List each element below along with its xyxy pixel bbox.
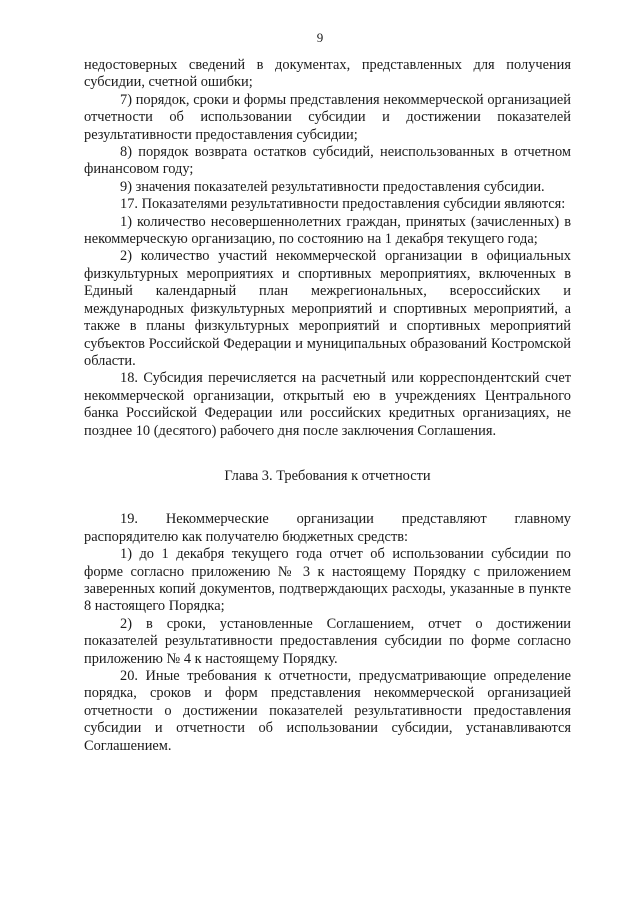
paragraph-item-7: 7) порядок, сроки и формы представления некоммерческой организацией отчетности об использовании субсидии и достижении показателей результативности предоставления субсидии;: [84, 91, 571, 143]
paragraph-item-9: 9) значения показателей результативности предоставления субсидии.: [120, 178, 545, 195]
paragraph-17: 17. Показателями результативности предоставления субсидии являются:: [120, 196, 566, 213]
document-body: [84, 57, 571, 755]
paragraph-20: 20. Иные требования к отчетности, предусматривающие определение порядка, сроков и форм представления некоммерческой организацией отчетности о достижении показателей результативности предоставления субсидии и отчетности об использовании субсидии, устанавливаются Соглашением.: [84, 668, 571, 754]
paragraph-17-item-1: 1) количество несовершеннолетних граждан, принятых (зачисленных) в некоммерческую организацию, по состоянию на 1 декабря текущего года;: [84, 213, 571, 248]
paragraph-18: 18. Субсидия перечисляется на расчетный или корреспондентский счет некоммерческой организации, открытый ею в учреждениях Центрального банка Российской Федерации или российских кредитных организациях, не позднее 10 (десятого) рабочего дня после заключения Соглашения.: [84, 370, 571, 439]
page-number: 9: [316, 30, 324, 45]
chapter-title: Глава 3. Требования к отчетности: [224, 467, 431, 484]
paragraph-19: 19. Некоммерческие организации представляют главному распорядителю как получателю бюджетных средств:: [84, 511, 571, 545]
paragraph-19-item-2: 2) в сроки, установленные Соглашением, отчет о достижении показателей результативности предоставления субсидии по форме согласно приложению № 4 к настоящему Порядку.: [84, 615, 571, 667]
paragraph-19-item-1: 1) до 1 декабря текущего года отчет об использовании субсидии по форме согласно приложению № 3 к настоящему Порядку с приложением заверенных копий документов, подтверждающих расходы, указанные в пункте 8 настоящего Порядка;: [84, 546, 571, 615]
paragraph-item-8: 8) порядок возврата остатков субсидий, неиспользованных в отчетном финансовом году;: [84, 144, 571, 178]
paragraph-continuation: недостоверных сведений в документах, представленных для получения субсидии, счетной ошибки;: [84, 57, 571, 91]
paragraph-17-item-2: 2) количество участий некоммерческой организации в официальных физкультурных мероприятиях и спортивных мероприятиях, включенных в Единый календарный план межрегиональных, всероссийских и международных физкультурных мероприятий и спортивных мероприятий, а также в планы физкультурных мероприятий и спортивных мероприятий субъектов Российской Федерации и муниципальных образований Костромской области.: [84, 248, 571, 369]
